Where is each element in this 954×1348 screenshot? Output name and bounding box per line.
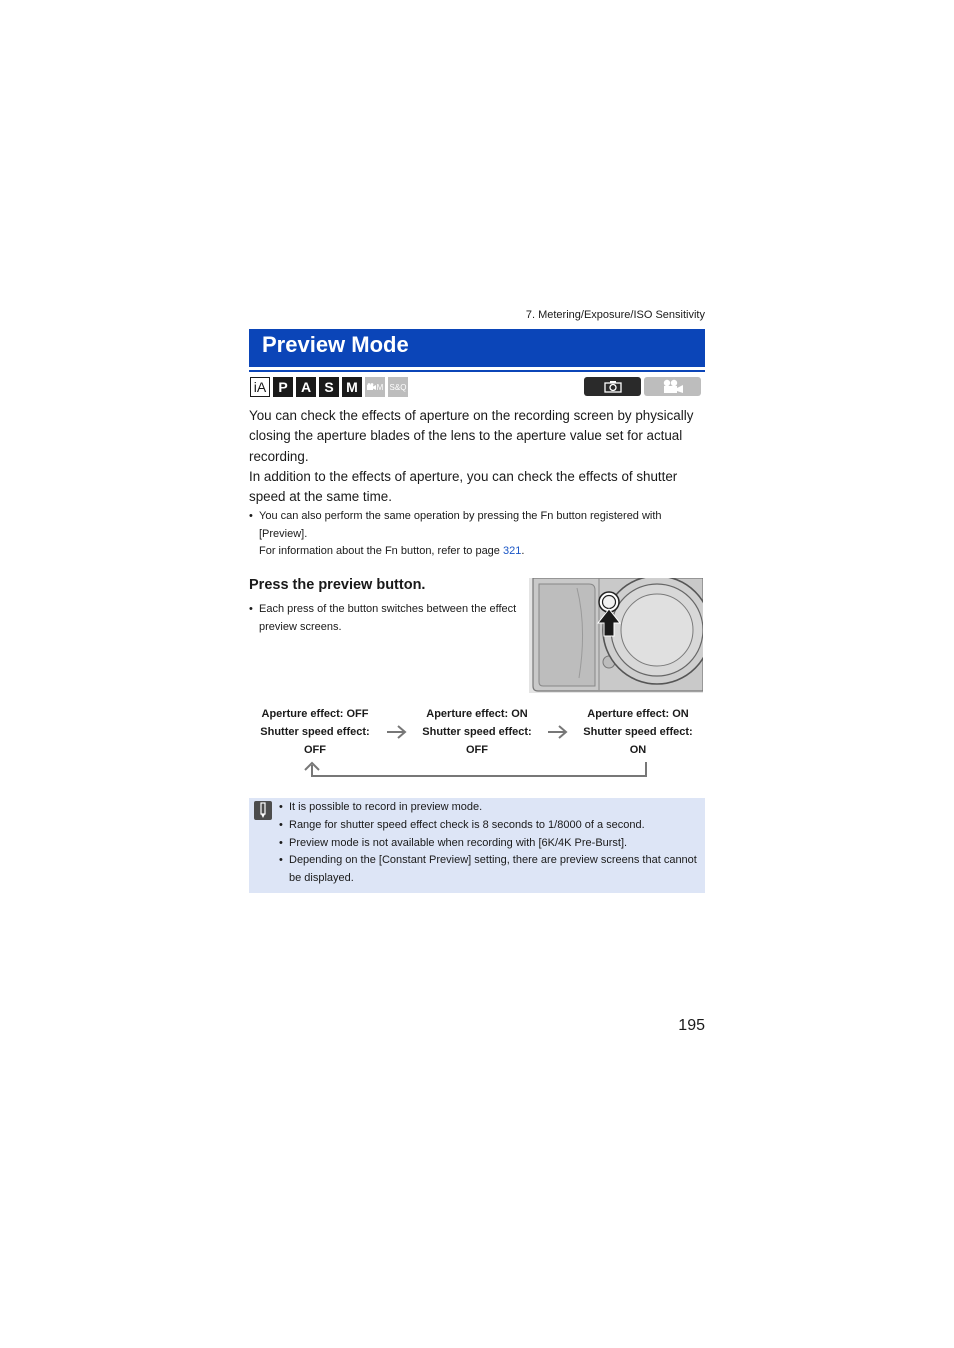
- note-text: Depending on the [Constant Preview] setting, there are preview screens that cannot be displayed.: [289, 854, 697, 885]
- page-title: Preview Mode: [262, 332, 409, 357]
- page-reference-prefix: For information about the Fn button, refer to page: [259, 545, 503, 557]
- creative-video-mode-label: M: [376, 382, 384, 392]
- note-item: [279, 852, 699, 888]
- mode-icons: [250, 377, 408, 397]
- bullet-mark: •: [249, 603, 253, 615]
- step-bullet: [249, 601, 519, 636]
- flow-state-3-shutter-label: Shutter speed effect:: [583, 726, 693, 738]
- flow-state-2: [402, 705, 552, 759]
- camera-illustration: [529, 578, 703, 693]
- flow-state-2-shutter-value: OFF: [466, 744, 488, 756]
- step-bullet-text: Each press of the button switches between the effect preview screens.: [259, 603, 517, 633]
- page-reference: [259, 543, 705, 561]
- flow-state-2-aperture: Aperture effect: ON: [426, 708, 528, 720]
- flow-state-3-aperture: Aperture effect: ON: [587, 708, 689, 720]
- intro-paragraph-1: You can check the effects of aperture on the recording screen by physically closing the aperture blades of the lens to the aperture value set for actual recording.: [249, 408, 694, 464]
- note-list: [279, 799, 699, 888]
- flow-state-1-aperture: Aperture effect: OFF: [261, 708, 369, 720]
- video-tab: [644, 377, 701, 396]
- page-number: 195: [678, 1017, 705, 1034]
- page-reference-suffix: .: [521, 545, 525, 557]
- flow-state-1-shutter-value: OFF: [304, 744, 326, 756]
- bullet-mark: •: [279, 818, 283, 831]
- flow-state-1-shutter-label: Shutter speed effect:: [260, 726, 370, 738]
- flow-arrow-right-icon: [385, 724, 409, 740]
- m-mode-icon: M: [342, 377, 362, 397]
- pencil-icon: [254, 801, 272, 820]
- note-item: [279, 835, 699, 853]
- note-item: [279, 817, 699, 835]
- flow-state-3: [563, 705, 713, 759]
- movie-glyph-icon: [367, 383, 377, 391]
- note-icon: [254, 801, 272, 820]
- s-mode-icon: S: [319, 377, 339, 397]
- flow-arrow-right-icon: [546, 724, 570, 740]
- note-text: It is possible to record in preview mode.: [289, 801, 483, 813]
- flow-state-1: [240, 705, 390, 759]
- note-text: Range for shutter speed effect check is 8 seconds to 1/8000 of a second.: [289, 818, 645, 831]
- movie-camera-icon: [662, 379, 684, 394]
- creative-video-mode-icon: [365, 377, 385, 397]
- intro-bullet-text: You can also perform the same operation by pressing the Fn button registered with [Preview].: [259, 510, 662, 540]
- ia-mode-icon: iA: [250, 377, 270, 397]
- bullet-mark: •: [279, 801, 283, 813]
- p-mode-icon: P: [273, 377, 293, 397]
- sq-mode-icon: S&Q: [388, 377, 408, 397]
- note-item: [279, 799, 699, 817]
- photo-tab: [584, 377, 641, 396]
- camera-icon: [604, 380, 622, 393]
- flow-return-arrow-icon: [300, 758, 652, 782]
- intro-bullet: [249, 508, 705, 561]
- bullet-mark: •: [279, 836, 283, 849]
- note-text: Preview mode is not available when recording with [6K/4K Pre-Burst].: [289, 836, 628, 849]
- note-box: [249, 798, 705, 893]
- page-link[interactable]: 321: [502, 545, 522, 557]
- camera-body-image: [529, 578, 703, 693]
- intro-paragraph-2: In addition to the effects of aperture, you can check the effects of shutter speed at the same time.: [249, 469, 678, 505]
- a-mode-icon: A: [296, 377, 316, 397]
- bullet-mark: •: [279, 854, 283, 867]
- step-heading: Press the preview button.: [249, 577, 426, 593]
- chapter-header: 7. Metering/Exposure/ISO Sensitivity: [525, 309, 705, 321]
- title-bar: [249, 329, 705, 367]
- flow-state-2-shutter-label: Shutter speed effect:: [422, 726, 532, 738]
- flow-state-3-shutter-value: ON: [629, 744, 647, 756]
- bullet-mark: •: [249, 510, 253, 522]
